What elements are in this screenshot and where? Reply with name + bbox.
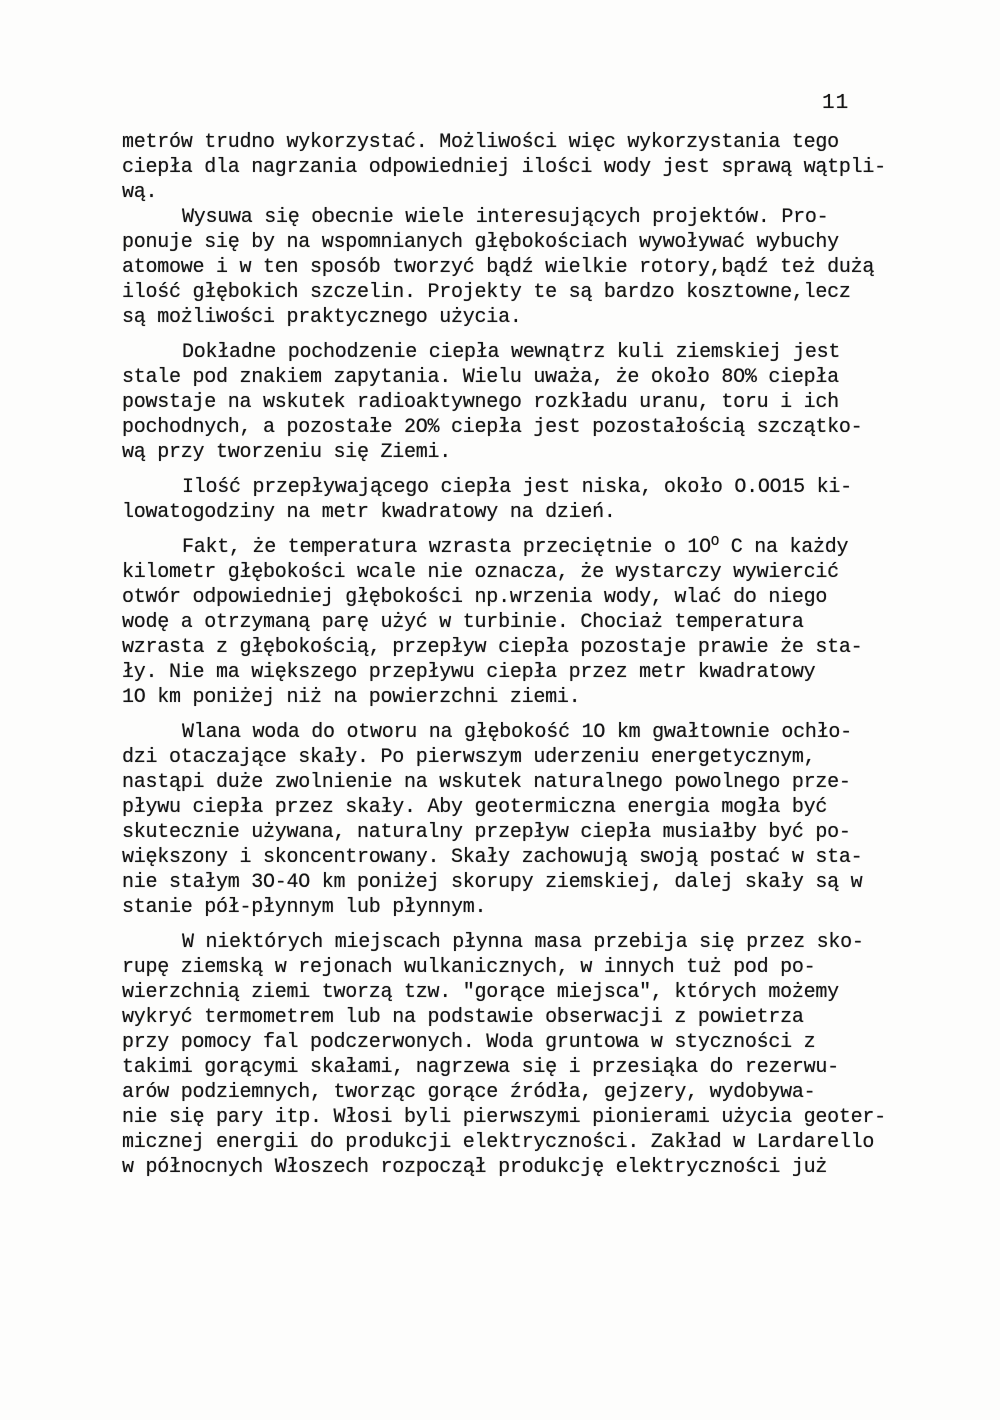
text-line: pochodnych, a pozostałe 2O% ciepła jest pozostałością szczątko- (122, 416, 863, 439)
paragraph (122, 930, 922, 1180)
text-line: dzi otaczające skały. Po pierwszym uderzeniu energetycznym, (122, 746, 816, 769)
text-line: otwór odpowiedniej głębokości np.wrzenia wody, wlać do niego (122, 586, 828, 609)
paragraph (122, 340, 922, 465)
text-line: skutecznie używana, naturalny przepływ ciepła musiałby być po- (122, 821, 851, 844)
text-line: wzrasta z głębokością, przepływ ciepła pozostaje prawie że sta- (122, 636, 863, 659)
text-line: Dokładne pochodzenie ciepła wewnątrz kuli ziemskiej jest (182, 341, 841, 364)
line-segment: C na każdy (719, 536, 849, 559)
text-line: Ilość przepływającego ciepła jest niska, około O.OO15 ki- (182, 476, 852, 499)
line-segment: Fakt, że temperatura wzrasta przeciętnie o 1O (182, 536, 711, 559)
text-line: kilometr głębokości wcale nie oznacza, że wystarczy wywiercić (122, 561, 839, 584)
paragraph (122, 535, 922, 710)
text-line: wierzchnią ziemi tworzą tzw. "gorące miejsca", których możemy (122, 981, 839, 1004)
text-line: w północnych Włoszech rozpoczął produkcję elektryczności już (122, 1156, 828, 1179)
text-line: W niektórych miejscach płynna masa przebija się przez sko- (182, 931, 864, 954)
text-line: nie stałym 3O-4O km poniżej skorupy ziemskiej, dalej skały są w (122, 871, 863, 894)
text-line: nie się pary itp. Włosi byli pierwszymi pionierami użycia geoter- (122, 1106, 886, 1129)
text-line: atomowe i w ten sposób tworzyć bądź wielkie rotory,bądź też dużą (122, 256, 875, 279)
text-line: arów podziemnych, tworząc gorące źródła, gejzery, wydobywa- (122, 1081, 816, 1104)
text-line: wą przy tworzeniu się Ziemi. (122, 441, 452, 464)
text-line: rupę ziemską w rejonach wulkanicznych, w innych tuż pod po- (122, 956, 816, 979)
paragraph (122, 130, 922, 205)
text-line: takimi gorącymi skałami, nagrzewa się i przesiąka do rezerwu- (122, 1056, 839, 1079)
text-line: stale pod znakiem zapytania. Wielu uważa, że około 8O% ciepła (122, 366, 839, 389)
text-line: większony i skoncentrowany. Skały zachowują swoją postać w sta- (122, 846, 863, 869)
text-line: ły. Nie ma większego przepływu ciepła przez metr kwadratowy (122, 661, 816, 684)
paragraph (122, 720, 922, 920)
text-line: Fakt, że temperatura wzrasta przeciętnie o 1OO C na każdy (182, 534, 849, 559)
text-line: micznej energii do produkcji elektryczności. Zakład w Lardarello (122, 1131, 875, 1154)
text-line: wą. (122, 181, 158, 204)
text-line: stanie pół-płynnym lub płynnym. (122, 896, 487, 919)
text-line: ciepła dla nagrzania odpowiedniej ilości wody jest sprawą wątpli- (122, 156, 886, 179)
paragraph (122, 205, 922, 330)
text-line: pływu ciepła przez skały. Aby geotermiczna energia mogła być (122, 796, 828, 819)
text-line: 1O km poniżej niż na powierzchni ziemi. (122, 686, 581, 709)
text-line: lowatogodziny na metr kwadratowy na dzień. (122, 501, 616, 524)
text-line: nastąpi duże zwolnienie na wskutek naturalnego powolnego prze- (122, 771, 851, 794)
paragraph (122, 475, 922, 525)
page-number: 11 (822, 92, 850, 115)
text-line: Wysuwa się obecnie wiele interesujących projektów. Pro- (182, 206, 829, 229)
text-line: wykryć termometrem lub na podstawie obserwacji z powietrza (122, 1006, 804, 1029)
text-line: przy pomocy fal podczerwonych. Woda gruntowa w styczności z (122, 1031, 816, 1054)
text-line: Wlana woda do otworu na głębokość 1O km gwałtownie ochło- (182, 721, 852, 744)
text-line: ilość głębokich szczelin. Projekty te są bardzo kosztowne,lecz (122, 281, 851, 304)
text-line: wodę a otrzymaną parę użyć w turbinie. Chociaż temperatura (122, 611, 804, 634)
text-line: ponuje się by na wspomnianych głębokościach wywoływać wybuchy (122, 231, 839, 254)
text-line: powstaje na wskutek radioaktywnego rozkładu uranu, toru i ich (122, 391, 839, 414)
document-body (122, 130, 922, 1180)
text-line: metrów trudno wykorzystać. Możliwości więc wykorzystania tego (122, 131, 839, 154)
text-line: są możliwości praktycznego użycia. (122, 306, 522, 329)
